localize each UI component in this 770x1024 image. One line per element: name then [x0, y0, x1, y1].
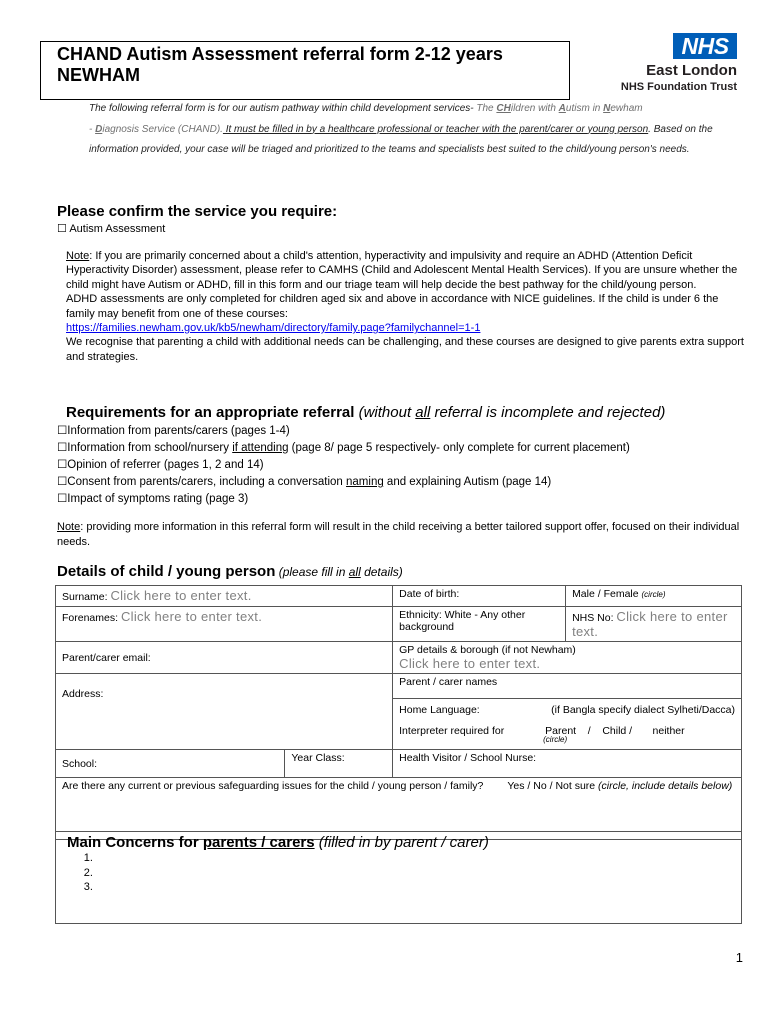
forenames-input[interactable]: Click here to enter text.: [120, 609, 263, 624]
requirement-item[interactable]: ☐Information from parents/carers (pages 1-4): [57, 425, 290, 437]
tailored-note: Note: providing more information in this referral form will result in the child receiving a better tailored support offer, focused on their individual needs.: [57, 521, 740, 548]
trust-name: East London: [646, 62, 737, 79]
service-heading: Please confirm the service you require:: [57, 203, 338, 220]
adhd-note: Note: If you are primarily concerned about a child's attention, hyperactivity and impulsivity and require an ADHD (Attention Deficit Hyperactivity Disorder) assessment, please refer to CAMHS (Child and Adolescent Mental Health Services). If you are unsure whether the child might have Autism or ADHD, fill in this form and our triage team will help decide the best pathway for the child/young person. ADHD assessments are only completed for children aged six and above in accordance with NICE guidelines. If the child is under 6 the family may benefit from one of these courses: https://families.newham.gov.uk/kb5/newham/directory/family.page?familychannel=1-1 We recognise that parenting a child with additional needs can be challenging, and these courses are designed to give parents extra support and strategies.: [66, 250, 744, 363]
parent-email-cell[interactable]: Parent/carer email:: [56, 642, 393, 674]
requirements-heading: Requirements for an appropriate referral (without all referral is incomplete and rejected): [66, 404, 666, 421]
page-title: CHAND Autism Assessment referral form 2-12 years NEWHAM: [57, 44, 503, 85]
page-number: 1: [735, 950, 743, 965]
gp-input[interactable]: Click here to enter text.: [399, 656, 541, 671]
requirement-item[interactable]: ☐Impact of symptoms rating (page 3): [57, 493, 249, 505]
requirements-list: [57, 423, 630, 508]
dob-cell[interactable]: Date of birth:: [393, 586, 566, 607]
nhs-no-cell: NHS No: Click here to enter text.: [566, 607, 742, 642]
nhs-no-input[interactable]: Click here to enter text.: [572, 609, 728, 639]
requirement-item[interactable]: ☐Opinion of referrer (pages 1, 2 and 14): [57, 459, 264, 471]
title-box: [40, 41, 570, 100]
year-class-cell[interactable]: Year Class:: [285, 750, 393, 778]
requirement-item[interactable]: ☐Information from school/nursery if attending (page 8/ page 5 respectively- only complete for current placement): [57, 442, 630, 454]
surname-cell: Surname: Click here to enter text.: [56, 586, 393, 607]
ethnicity-cell[interactable]: Ethnicity: White - Any other background: [393, 607, 566, 642]
parent-names[interactable]: Parent / carer names: [393, 674, 741, 699]
home-language[interactable]: Home Language: (if Bangla specify dialect Sylheti/Dacca): [399, 704, 735, 716]
checkbox[interactable]: ☐: [57, 223, 67, 235]
address-cell[interactable]: Address:: [56, 674, 393, 750]
forenames-cell: Forenames: Click here to enter text.: [56, 607, 393, 642]
details-heading: Details of child / young person (please fill in all details): [57, 563, 403, 580]
service-option[interactable]: ☐ Autism Assessment: [57, 223, 166, 235]
parent-language-cell: Parent / carer names Home Language: (if Bangla specify dialect Sylheti/Dacca) Interpreter required for Parent / Child / neither (circle): [393, 674, 742, 750]
main-concerns-box: [55, 831, 742, 924]
nhs-logo: NHS: [673, 33, 737, 59]
health-visitor-cell[interactable]: Health Visitor / School Nurse:: [393, 750, 742, 778]
gp-cell: GP details & borough (if not Newham) Click here to enter text.: [393, 642, 742, 674]
school-cell[interactable]: School:: [56, 750, 285, 778]
concerns-list: [56, 851, 96, 895]
families-link[interactable]: https://families.newham.gov.uk/kb5/newham/directory/family.page?familychannel=1-1: [66, 322, 481, 335]
concerns-heading: Main Concerns for parents / carers (filled in by parent / carer): [67, 834, 489, 851]
sex-cell[interactable]: Male / Female (circle): [566, 586, 742, 607]
trust-subtitle: NHS Foundation Trust: [620, 81, 737, 93]
interpreter[interactable]: Interpreter required for Parent / Child / neither: [399, 725, 685, 737]
requirement-item[interactable]: ☐Consent from parents/carers, including a conversation naming and explaining Autism (page 14): [57, 476, 552, 488]
intro-paragraph: The following referral form is for our autism pathway within child development services- The CHildren with Autism in Newham - Diagnosis Service (CHAND). It must be filled in by a healthcare professional or teacher with the parent/carer or young person. Based on the information provided, your case will be triaged and prioritized to the teams and specialists best suited to the child/young person's needs.: [89, 103, 713, 155]
details-table: [55, 585, 742, 840]
safeguarding-cell[interactable]: Are there any current or previous safeguarding issues for the child / young person / family? Yes / No / Not sure (circle, include details below): [56, 778, 742, 840]
surname-input[interactable]: Click here to enter text.: [110, 588, 252, 603]
